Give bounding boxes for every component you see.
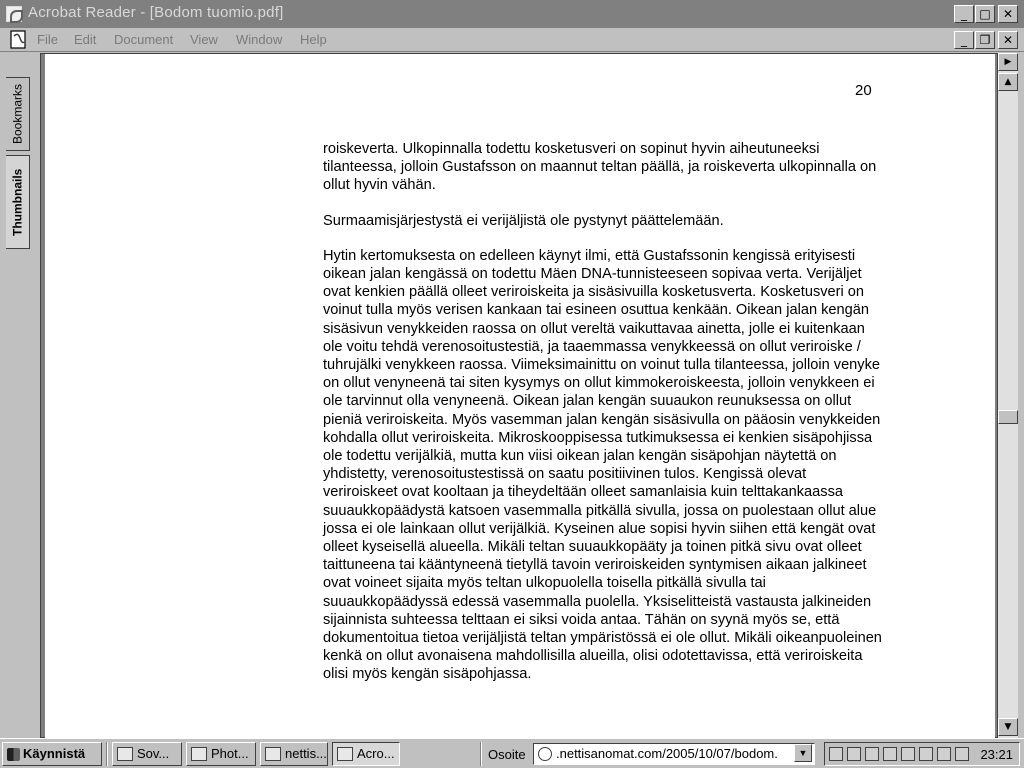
minimize-button[interactable]: _ (954, 5, 974, 23)
menu-edit[interactable]: Edit (74, 32, 97, 47)
globe-icon (538, 747, 552, 761)
scroll-thumb[interactable] (998, 410, 1018, 424)
users-icon[interactable] (955, 747, 969, 761)
document-view[interactable] (40, 53, 998, 738)
task-button-sov[interactable] (112, 742, 182, 766)
pdf-page (45, 54, 995, 738)
acrobat-app-icon[interactable] (6, 6, 22, 22)
page-number: 20 (855, 82, 872, 99)
paragraph: Hytin kertomuksesta on edelleen käynyt ilmi, että Gustafssonin kengissä erityisesti oikean jalan kengässä on todettu Mäen DNA-tunnisteeseen sopivaa verta. Verijäljet ovat kenkien päällä olleet veriroiskeita ja sisäsivuilla kosketusverta. Kosketusveri on voinut tulla myös verisen kankaan tai esineen osuttua kenkään. Oikean jalan kengän sisäsivun venykkeiden raossa on ollut vereltä vaikuttavaa ainetta, jolle ei kuitenkaan ole voitu tehdä verenosoitustestiä, ja taaemmassa venykkeessä on ollut veriroiske / tuhrujälki venykkeen raossa. Viimeksimainittu on voinut tulla tilanteessa, jolloin venyke on ollut venyneenä tai siten kysymys on ollut kimmokeroiskeesta, jolloin venykkeen ei ole tarvinnut olla venyneenä. Oikean jalan kengän suuaukon reunuksessa on ollut pieniä veriroiskeita. Myös vasemman jalan kengän sisäsivulla on pääosin venykkeiden kohdalla ollut veriroiskeita. Mikroskooppisessa tutkimuksessa ei kenkien sisäpohjissa ole todettu verijälkiä, mutta kun viisi oikean jalan kengän sisäpohjan näytettä on yhdistetty, verenosoitustestissä on saatu positiivinen tulos. Kengissä olevat veriroiskeet ovat kooltaan ja tiheydeltään olleet samanlaisia kuin telttakankaassa suuaukkopäädystä katsoen vasemmalla pitkällä sivulla, jossa on puolestaan ollut alue jossa ei ole lainkaan ollut verijälkiä. Kyseinen alue sopisi hyvin siihen että kengät ovat olleet kyseisellä alueella. Mikäli teltan suuaukkopääty ja toinen pitkä sivu ovat olleet taittuneena tai kääntyneenä tietyllä tavoin veriroiskeiden syntymisen aikaan jalkineet ovat voineet sijaita myös teltan ulkopuolella toisella pitkällä sivulla tai suuaukkopäädyssä edessä vasemmalla puolella. Yksiselitteistä vastausta jalkineiden sijainnista suhteessa telttaan ei siksi voida antaa. Tähän on syynä myös se, että dokumentoitua tietoa verijäljistä teltan ympäristössä ei ole ollut. Mikäli oikeanpuoleinen kenkä on ollut avonaisena mahdollisilla alueilla, olisi odotettavissa, että veriroiskeita olisi myös kengän sisäpohjassa. (323, 247, 882, 683)
task-button-acrobat[interactable] (332, 742, 400, 766)
close-button[interactable]: ✕ (998, 5, 1018, 23)
doc-close-button[interactable]: ✕ (998, 31, 1018, 49)
keyboard-icon[interactable] (919, 747, 933, 761)
start-button[interactable] (2, 742, 102, 766)
monitor-icon[interactable] (901, 747, 915, 761)
paragraph: Surmaamisjärjestystä ei verijäljistä ole pystynyt päättelemään. (323, 212, 724, 229)
windows-logo-icon (7, 748, 20, 761)
task-label: nettis... (285, 746, 327, 761)
acrobat-icon (337, 747, 353, 761)
network-icon[interactable] (829, 747, 843, 761)
volume-icon[interactable] (865, 747, 879, 761)
menu-bar (0, 28, 1024, 52)
doc-minimize-button[interactable]: _ (954, 31, 974, 49)
next-page-arrow-icon[interactable]: ▶ (998, 53, 1018, 71)
window-title: Acrobat Reader - [Bodom tuomio.pdf] (28, 4, 284, 21)
system-tray (824, 742, 1020, 766)
filter-icon[interactable] (883, 747, 897, 761)
thumbnails-tab[interactable]: Thumbnails (6, 155, 30, 249)
task-label: Acro... (357, 746, 395, 761)
taskbar-divider (106, 742, 108, 766)
address-value: .nettisanomat.com/2005/10/07/bodom. (556, 746, 778, 761)
start-label: Käynnistä (23, 746, 86, 761)
task-label: Sov... (137, 746, 170, 761)
address-dropdown-button[interactable]: ▼ (794, 744, 812, 762)
title-bar (0, 0, 1024, 28)
browser-icon (265, 747, 281, 761)
menu-view[interactable]: View (190, 32, 218, 47)
address-input[interactable] (533, 743, 815, 765)
menu-window[interactable]: Window (236, 32, 283, 47)
menu-document[interactable]: Document (114, 32, 174, 47)
page-body (323, 140, 883, 701)
vertical-scrollbar[interactable] (998, 53, 1018, 738)
taskbar-divider (480, 742, 482, 766)
scroll-up-arrow-icon[interactable]: ▲ (998, 73, 1018, 91)
menu-file[interactable]: File (37, 32, 58, 47)
address-label: Osoite (488, 747, 526, 762)
task-button-phot[interactable] (186, 742, 256, 766)
document-icon[interactable] (8, 30, 30, 50)
paragraph: roiskeverta. Ulkopinnalla todettu kosketusveri on sopinut hyvin aiheutuneeksi tilanteessa, jolloin Gustafsson on maannut teltan päällä, ja roiskeverta ulkopinnalla on ollut hyvin vähän. (323, 141, 877, 194)
task-button-nettis[interactable] (260, 742, 328, 766)
navigation-pane-tabs (0, 53, 40, 738)
scroll-down-arrow-icon[interactable]: ▼ (998, 718, 1018, 736)
search-icon[interactable] (847, 747, 861, 761)
photoshop-icon (191, 747, 207, 761)
settings-icon[interactable] (937, 747, 951, 761)
clock: 23:21 (980, 747, 1013, 762)
bookmarks-tab[interactable]: Bookmarks (6, 77, 30, 151)
task-label: Phot... (211, 746, 249, 761)
application-icon (117, 747, 133, 761)
taskbar (0, 738, 1024, 768)
doc-restore-button[interactable]: ❐ (975, 31, 995, 49)
maximize-button[interactable]: □ (975, 5, 995, 23)
menu-help[interactable]: Help (300, 32, 327, 47)
